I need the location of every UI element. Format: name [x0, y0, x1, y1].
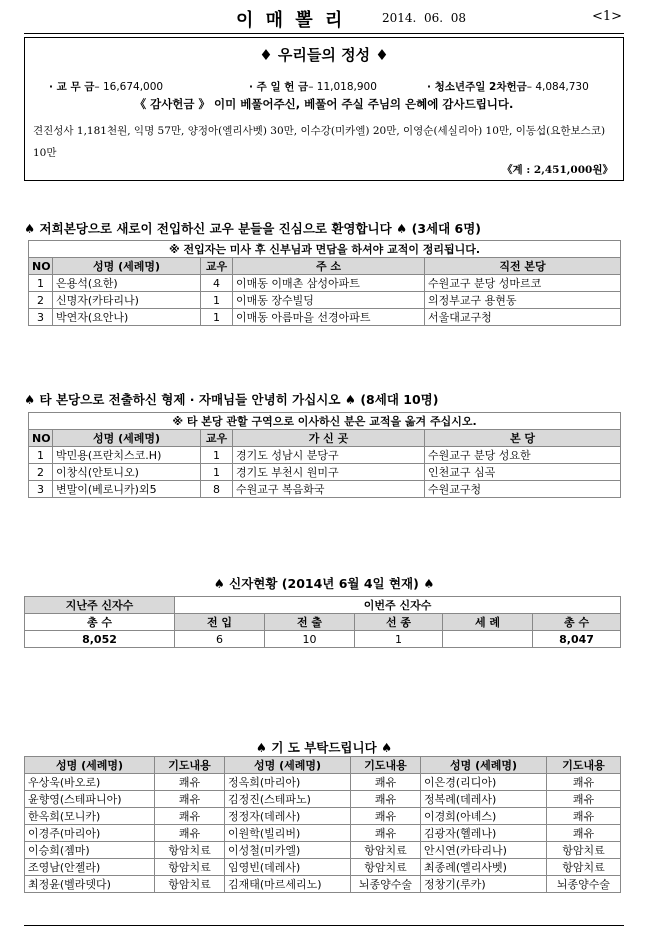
table-row: 윤향영(스테파니아) 쾌유 김정진(스테파노) 쾌유 정복례(데레사) 쾌유 [25, 791, 621, 808]
page-number: <1> [592, 9, 623, 24]
welcome-title: ♠ 저희본당으로 새로이 전입하신 교우 분들을 진심으로 환영합니다 ♠ (3세대 6명) [24, 221, 482, 236]
table-row: 2 신명자(카타리나) 1 이매동 장수빌딩 의정부교구 용현동 [29, 292, 621, 309]
table-row: 3 박연자(요안나) 1 이매동 아름마을 선경아파트 서울대교구청 [29, 309, 621, 326]
table-row: 우상욱(바오로) 쾌유 정옥희(마리아) 쾌유 이은경(리디아) 쾌유 [25, 774, 621, 791]
stat-youth: · 청소년주일 2차헌금– 4,084,730 [427, 81, 589, 93]
welcome-note: ※ 전입자는 미사 후 신부님과 면담을 하셔야 교적이 정리됩니다. [29, 241, 621, 258]
last-week-header: 지난주 신자수 [25, 597, 175, 614]
col-transfer-in: 전 입 [175, 614, 265, 631]
col-destination: 가 신 곳 [233, 430, 425, 447]
table-row: 1 은용석(요한) 4 이매동 이매촌 삼성아파트 수원교구 분당 성마르코 [29, 275, 621, 292]
farewell-title: ♠ 타 본당으로 전출하신 형제 · 자매님들 안녕히 가십시오 ♠ (8세대 10명) [24, 392, 439, 407]
prayer-table: 성명 (세례명) 기도내용 성명 (세례명) 기도내용 성명 (세례명) 기도내용 우상욱(바오로) 쾌유 정옥희(마리아) 쾌유 이은경(리디아) 쾌유 윤향영(스테파니아) 쾌유 김정진(스테파노) 쾌유 정복례(데레사) 쾌유 한옥희(모니카) 쾌유 정정자(데레사) 쾌유 이경희(아녜스) 쾌유 이경주(마리아) 쾌유 이원학(빌리버) 쾌유 김광자(헬레나) 쾌유 이승희(젬마) 항암치료 이성철(미카엘) 항암치료 안시연(카타리나) 항암치료 조영남(안젤라) 항암치료 임영빈(데레사) 항암치료 최종례(엘리사벳) 항암치료 최정윤(벨라뎃다) 항암치료 김재태(마르세리노) 뇌종양수술 정창기(루카) 뇌종양수술 [24, 756, 621, 893]
stat-sunday: · 주 일 헌 금– 11,018,900 [249, 81, 377, 93]
col-address: 주 소 [233, 258, 425, 275]
offering-box [24, 37, 624, 181]
bulletin-title: 이 매 뽈 리 [236, 10, 346, 31]
col-prev-parish: 직전 본당 [425, 258, 621, 275]
stat-tithe: · 교 무 금– 16,674,000 [49, 81, 164, 93]
table-row: 최정윤(벨라뎃다) 항암치료 김재태(마르세리노) 뇌종양수술 정창기(루카) 뇌종양수술 [25, 876, 621, 893]
table-row: 1 박민용(프란치스코.H) 1 경기도 성남시 분당구 수원교구 분당 성요한 [29, 447, 621, 464]
prayer-title: ♠ 기 도 부탁드립니다 ♠ [255, 740, 393, 755]
table-row: 2 이창식(안토니오) 1 경기도 부천시 원미구 인천교구 심곡 [29, 464, 621, 481]
this-week-header: 이번주 신자수 [175, 597, 621, 614]
col-parish: 본 당 [425, 430, 621, 447]
thanks-heading: 《 감사헌금 》 이미 베풀어주신, 베풀어 주실 주님의 은혜에 감사드립니다. [134, 97, 514, 111]
believers-title: ♠ 신자현황 (2014년 6월 4일 현재) ♠ [213, 576, 435, 591]
offering-total: 《계 : 2,451,000원》 [502, 164, 613, 176]
col-deceased: 선 종 [355, 614, 443, 631]
col-no: NO [29, 258, 53, 275]
col-members: 교우 [201, 258, 233, 275]
col-transfer-out: 전 출 [265, 614, 355, 631]
col-baptism: 세 례 [443, 614, 533, 631]
donor-names: 견진성사 1,181천원, 익명 57만, 양정아(엘리사벳) 30만, 이수강(미카엘) 20만, 이영순(세실리아) 10만, 이동섭(요한보스코) 10만 [33, 125, 606, 159]
table-row: 조영남(안젤라) 항암치료 임영빈(데레사) 항암치료 최종례(엘리사벳) 항암치료 [25, 859, 621, 876]
welcome-table [28, 240, 621, 326]
col-no: NO [29, 430, 53, 447]
col-members: 교우 [201, 430, 233, 447]
table-row: 3 변말이(베로니카)외5 8 수원교구 복음화국 수원교구청 [29, 481, 621, 498]
believers-table [24, 596, 621, 648]
table-row: 이경주(마리아) 쾌유 이원학(빌리버) 쾌유 김광자(헬레나) 쾌유 [25, 825, 621, 842]
col-name: 성명 (세례명) [53, 430, 201, 447]
col-name: 성명 (세례명) [53, 258, 201, 275]
last-total-header: 총 수 [25, 614, 175, 631]
offering-title: ♦ 우리들의 정성 ♦ [259, 46, 389, 64]
farewell-note: ※ 타 본당 관할 구역으로 이사하신 분은 교적을 옮겨 주십시오. [29, 413, 621, 430]
table-row: 한옥희(모니카) 쾌유 정정자(데레사) 쾌유 이경희(아녜스) 쾌유 [25, 808, 621, 825]
col-total: 총 수 [533, 614, 621, 631]
footer-divider [24, 925, 624, 926]
bulletin-date: 2014. 06. 08 [382, 11, 466, 25]
bulletin-header [24, 0, 624, 34]
table-row: 이승희(젬마) 항암치료 이성철(미카엘) 항암치료 안시연(카타리나) 항암치료 [25, 842, 621, 859]
table-row: 8,052 6 10 1 8,047 [25, 631, 621, 648]
farewell-table [28, 412, 621, 498]
